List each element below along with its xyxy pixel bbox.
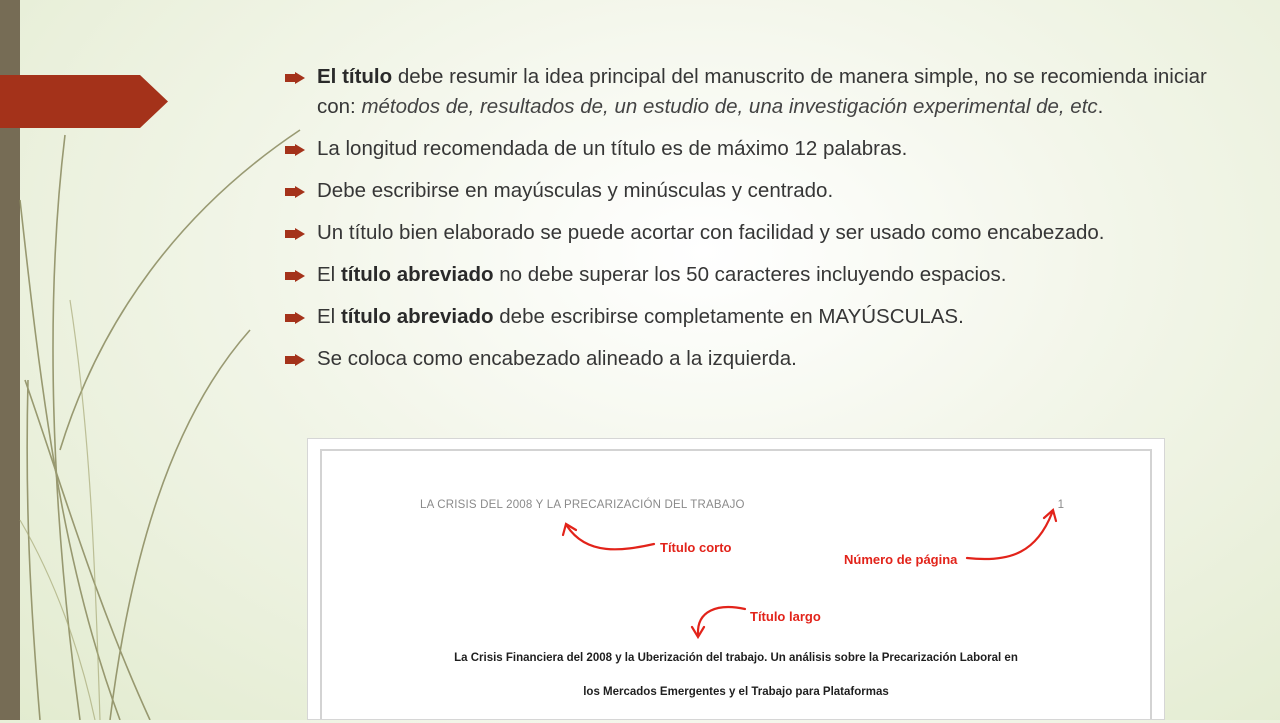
accent-arrow-tab bbox=[0, 75, 168, 128]
bullet-item-shorten bbox=[285, 218, 1210, 248]
bullet-text: no debe superar los 50 caracteres incluyendo espacios. bbox=[493, 263, 1007, 286]
bullet-item-case bbox=[285, 176, 1210, 206]
bullet-text: Un título bien elaborado se puede acortar con facilidad y ser usado como encabezado. bbox=[317, 221, 1105, 244]
running-head-text: LA CRISIS DEL 2008 Y LA PRECARIZACIÓN DEL TRABAJO bbox=[420, 499, 745, 511]
bullet-item-length bbox=[285, 134, 1210, 164]
example-page-figure bbox=[307, 438, 1165, 720]
arrow-right-icon bbox=[285, 228, 305, 240]
bullet-pre-text: El bbox=[317, 305, 341, 328]
bullet-item-short-title-caps bbox=[285, 302, 1210, 332]
arrow-right-icon bbox=[285, 354, 305, 366]
bullet-text: Se coloca como encabezado alineado a la izquierda. bbox=[317, 347, 797, 370]
annotation-long-title: Título largo bbox=[750, 609, 821, 624]
arrow-right-icon bbox=[285, 186, 305, 198]
annotation-arrows bbox=[322, 451, 1156, 723]
long-title-line-2: los Mercados Emergentes y el Trabajo para Plataformas bbox=[583, 686, 889, 698]
annotation-short-title: Título corto bbox=[660, 540, 732, 555]
arrow-right-icon bbox=[285, 72, 305, 84]
arrow-right-icon bbox=[285, 270, 305, 282]
bullet-list bbox=[285, 62, 1210, 386]
page-number-arrow-icon bbox=[967, 513, 1052, 559]
bullet-item-placement bbox=[285, 344, 1210, 374]
short-title-arrow-icon bbox=[567, 526, 654, 549]
bullet-pre-text: El bbox=[317, 263, 341, 286]
bullet-bold-text: El título bbox=[317, 65, 393, 88]
long-title-arrow-icon bbox=[698, 607, 745, 634]
document-page-preview bbox=[320, 449, 1152, 719]
long-title-line-1: La Crisis Financiera del 2008 y la Uberización del trabajo. Un análisis sobre la Precarización Laboral en bbox=[454, 652, 1018, 664]
bullet-item-title-summary bbox=[285, 62, 1210, 122]
bullet-italic-text: métodos de, resultados de, un estudio de, una investigación experimental de, etc bbox=[361, 95, 1098, 118]
page-number-text: 1 bbox=[1057, 499, 1064, 511]
bullet-text: debe escribirse completamente en MAYÚSCULAS. bbox=[493, 305, 964, 328]
bullet-item-short-title-length bbox=[285, 260, 1210, 290]
bullet-text: Debe escribirse en mayúsculas y minúsculas y centrado. bbox=[317, 179, 834, 202]
bullet-bold-text: título abreviado bbox=[340, 263, 494, 286]
bullet-text: debe resumir la idea principal del manuscrito de manera simple, no se recomienda iniciar con: bbox=[317, 65, 1207, 118]
bullet-bold-text: título abreviado bbox=[340, 305, 494, 328]
arrow-right-icon bbox=[285, 312, 305, 324]
arrow-right-icon bbox=[285, 144, 305, 156]
bullet-tail-text: . bbox=[1097, 95, 1104, 118]
annotation-page-number: Número de página bbox=[844, 552, 958, 567]
bullet-text: La longitud recomendada de un título es de máximo 12 palabras. bbox=[317, 137, 908, 160]
